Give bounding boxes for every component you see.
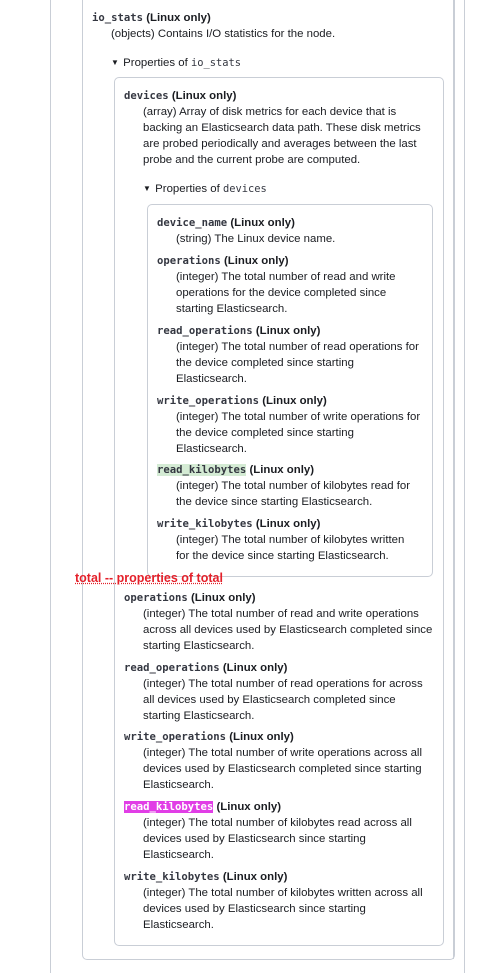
triangle-down-icon: ▼ [143,184,151,193]
total-write-kilobytes-property: write_kilobytes (Linux only) (integer) The total number of kilobytes written across all devices used by Elasticsearch since starting Elasticsearch. [124,871,423,931]
highlighted-name: read_kilobytes [124,801,214,813]
device-name-property: device_name (Linux only) (string) The Linux device name. [157,217,336,245]
triangle-down-icon: ▼ [111,58,119,67]
total-read-operations-property: read_operations (Linux only) (integer) The total number of read operations for across all devices used by Elasticsearch completed since starting Elasticsearch. [124,662,423,722]
total-read-kilobytes-property: read_kilobytes (Linux only) (integer) The total number of kilobytes read across all devices used by Elasticsearch since starting Elasticsearch. [124,801,412,861]
highlighted-name: read_kilobytes [157,464,247,476]
total-operations-property: operations (Linux only) (integer) The total number of read and write operations across all devices used by Elasticsearch completed since starting Elasticsearch. [124,592,433,652]
device-read-operations-property: read_operations (Linux only) (integer) The total number of read operations for the device completed since starting Elasticsearch. [157,325,419,385]
io-stats-properties-toggle[interactable]: ▼ Properties of io_stats [111,57,241,69]
device-write-kilobytes-property: write_kilobytes (Linux only) (integer) The total number of kilobytes written for the device since starting Elasticsearch. [157,518,405,562]
total-write-operations-property: write_operations (Linux only) (integer) The total number of write operations across all devices used by Elasticsearch completed since starting Elasticsearch. [124,731,422,791]
devices-property [124,88,421,168]
left-rail-line [50,0,51,973]
device-write-operations-property: write_operations (Linux only) (integer) The total number of write operations for the device completed since starting Elasticsearch. [157,395,421,455]
device-read-kilobytes-property: read_kilobytes (Linux only) (integer) The total number of kilobytes read for the device since starting Elasticsearch. [157,464,411,508]
right-rail-line [464,0,465,973]
property-tag: (Linux only) [171,90,237,102]
property-name: io_stats [92,12,144,24]
device-operations-property: operations (Linux only) (integer) The total number of read and write operations for the device completed since starting Elasticsearch. [157,255,396,315]
devices-properties-toggle[interactable]: ▼ Properties of devices [143,183,267,195]
property-name: devices [124,90,169,102]
total-annotation: total -- properties of total [75,571,223,585]
property-description: (array) Array of disk metrics for each device that is backing an Elasticsearch data path. These disk metrics are probed periodically and averages between the last probe and the current probe are computed. [143,106,421,166]
property-tag: (Linux only) [146,12,211,24]
property-description: (objects) Contains I/O statistics for the node. [111,28,336,40]
